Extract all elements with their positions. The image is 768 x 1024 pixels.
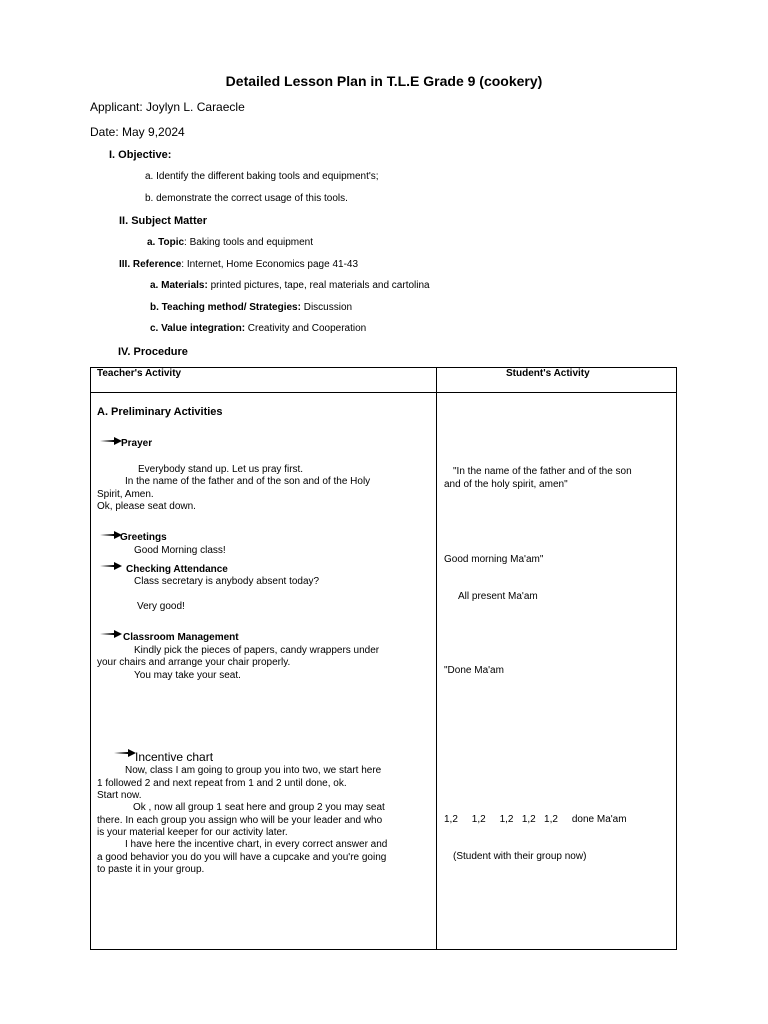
incentive-line-9: to paste it in your group. xyxy=(97,864,205,875)
greetings-line: Good Morning class! xyxy=(134,545,226,556)
teacher-activity-header: Teacher's Activity xyxy=(97,368,182,379)
attendance-line: Class secretary is anybody absent today? xyxy=(134,576,320,587)
student-count-off: 1,2 1,2 1,2 1,2 1,2 done Ma'am xyxy=(444,814,627,825)
student-prayer-line-1: "In the name of the father and of the son xyxy=(453,466,632,477)
reference-label: III. Reference xyxy=(119,259,182,270)
incentive-chart-label: Incentive chart xyxy=(135,750,214,764)
preliminary-activities-heading: A. Preliminary Activities xyxy=(97,406,223,418)
classroom-line-2: your chairs and arrange your chair properly. xyxy=(97,657,291,668)
greetings-label: Greetings xyxy=(120,532,167,543)
reference-line xyxy=(119,259,358,270)
subject-matter-heading: II. Subject Matter xyxy=(119,215,208,227)
incentive-line-7: I have here the incentive chart, in every correct answer and xyxy=(125,839,388,850)
incentive-line-1: Now, class I am going to group you into two, we start here xyxy=(125,765,382,776)
topic-label: a. Topic xyxy=(147,237,185,248)
page-title: Detailed Lesson Plan in T.L.E Grade 9 (cookery) xyxy=(225,73,543,89)
student-attendance: All present Ma'am xyxy=(458,591,538,602)
arrow-icon xyxy=(100,561,122,571)
applicant-line: Applicant: Joylyn L. Caraecle xyxy=(90,100,245,114)
incentive-line-6: is your material keeper for our activity later. xyxy=(97,827,288,838)
method-value: Discussion xyxy=(300,302,353,313)
classroom-line-1: Kindly pick the pieces of papers, candy wrappers under xyxy=(134,645,380,656)
prayer-label: Prayer xyxy=(121,438,153,449)
materials-label: a. Materials: xyxy=(150,280,208,291)
value-integration-line xyxy=(150,323,366,334)
student-activity-header: Student's Activity xyxy=(506,368,590,379)
prayer-line-1: Everybody stand up. Let us pray first. xyxy=(138,464,304,475)
student-done: "Done Ma'am xyxy=(444,665,504,676)
reference-value: : Internet, Home Economics page 41-43 xyxy=(181,259,359,270)
value-integration-label: c. Value integration: xyxy=(150,323,246,334)
incentive-line-2: 1 followed 2 and next repeat from 1 and 2 until done, ok. xyxy=(97,778,347,789)
incentive-line-5: there. In each group you assign who will be your leader and who xyxy=(97,815,383,826)
prayer-line-4: Ok, please seat down. xyxy=(97,501,196,512)
topic-line xyxy=(147,237,313,248)
objective-heading: I. Objective: xyxy=(109,149,172,161)
topic-value: : Baking tools and equipment xyxy=(184,237,314,248)
student-greeting: Good morning Ma'am" xyxy=(444,554,544,565)
arrow-icon xyxy=(100,436,122,446)
objective-item-a: a. Identify the different baking tools and equipment's; xyxy=(145,171,379,182)
attendance-label: Checking Attendance xyxy=(126,564,228,575)
procedure-heading: IV. Procedure xyxy=(118,346,188,358)
date-line: Date: May 9,2024 xyxy=(90,125,185,139)
method-label: b. Teaching method/ Strategies: xyxy=(150,302,301,313)
prayer-line-3: Spirit, Amen. xyxy=(97,489,154,500)
objective-item-b: b. demonstrate the correct usage of this tools. xyxy=(145,193,348,204)
arrow-icon xyxy=(114,748,136,758)
value-integration-value: Creativity and Cooperation xyxy=(245,323,367,334)
materials-value: printed pictures, tape, real materials and cartolina xyxy=(207,280,430,291)
classroom-management-label: Classroom Management xyxy=(123,632,239,643)
arrow-icon xyxy=(100,530,122,540)
classroom-line-3: You may take your seat. xyxy=(134,670,241,681)
table-header-divider xyxy=(90,392,677,393)
materials-line xyxy=(150,280,430,291)
prayer-line-2: In the name of the father and of the son and of the Holy xyxy=(125,476,371,487)
incentive-line-8: a good behavior you do you will have a cupcake and you're going xyxy=(97,852,387,863)
student-group: (Student with their group now) xyxy=(453,851,587,862)
incentive-line-4: Ok , now all group 1 seat here and group 2 you may seat xyxy=(133,802,385,813)
arrow-icon xyxy=(100,629,122,639)
table-column-divider xyxy=(436,367,437,950)
incentive-line-3: Start now. xyxy=(97,790,142,801)
method-line xyxy=(150,302,352,313)
very-good-line: Very good! xyxy=(137,601,185,612)
student-prayer-line-2: and of the holy spirit, amen" xyxy=(444,479,568,490)
